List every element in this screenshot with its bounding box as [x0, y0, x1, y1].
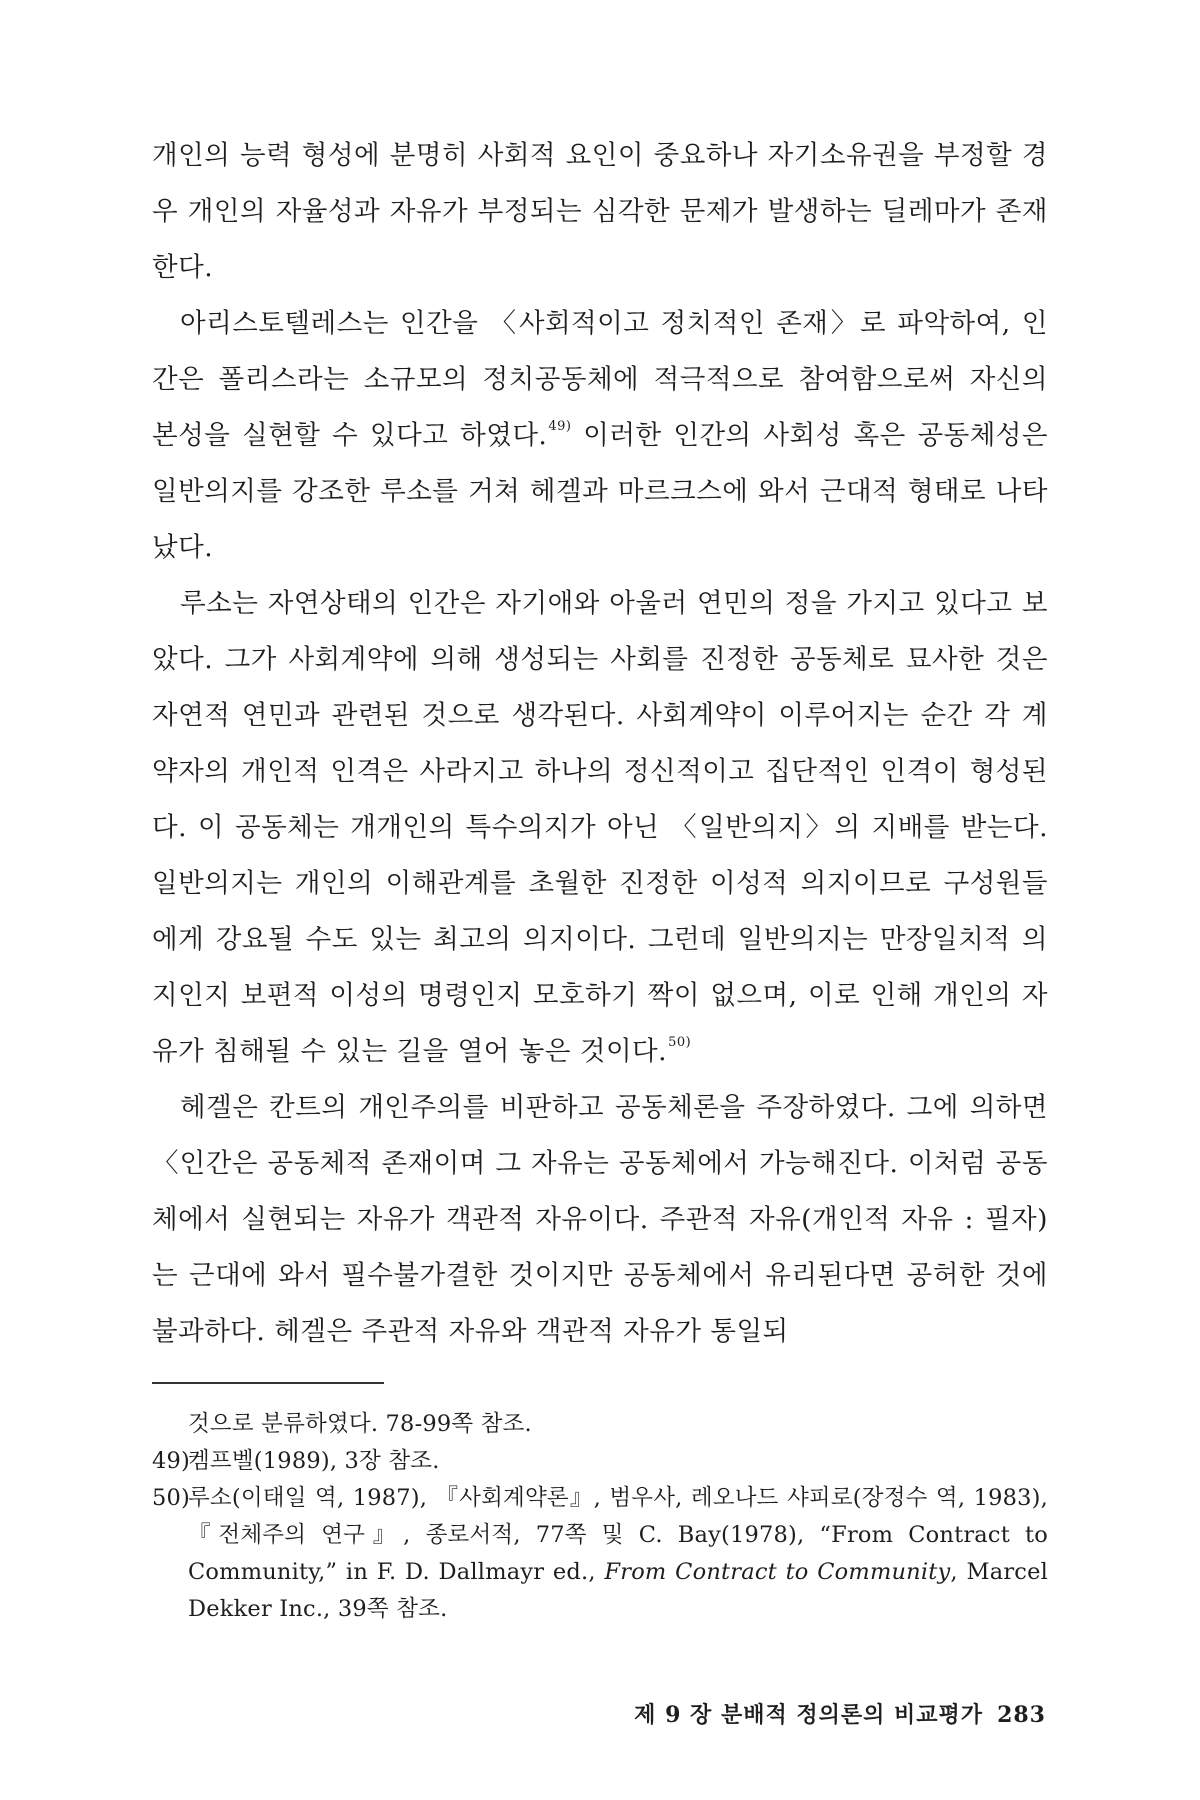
paragraph-1-text: 개인의 능력 형성에 분명히 사회적 요인이 중요하나 자기소유권을 부정할 경우 개인의 자율성과 자유가 부정되는 심각한 문제가 발생하는 딜레마가 존재한다. [152, 140, 1048, 283]
running-footer-chapter: 제 9 장 분배적 정의론의 비교평가 [634, 1702, 984, 1728]
footnote-continuation: 것으로 분류하였다. 78-99쪽 참조. [188, 1411, 532, 1437]
footnote-ref-50[interactable]: 50) [668, 1035, 692, 1050]
paragraph-4-text: 헤겔은 칸트의 개인주의를 비판하고 공동체론을 주장하였다. 그에 의하면 〈인간은 공동체적 존재이며 그 자유는 공동체에서 가능해진다. 이처럼 공동체에서 실현되는 자유가 객관적 자유이다. 주관적 자유(개인적 자유 : 필자)는 근대에 와서 필수불가결한 것이지만 공동체에서 유리된다면 공허한 것에 불과하다. 헤겔은 주관적 자유와 객관적 자유가 통일되 [152, 1092, 1048, 1347]
footnote-50-number: 50) [152, 1485, 191, 1511]
page-body [152, 128, 1048, 1628]
footnote-50-text-part1: 루소(이태일 역, 1987), 『사회계약론』, 범우사, 레오나드 샤피로(장정수 역, 1983), 『전체주의 연구』, 종로서적, 77쪽 및 C. Bay(1978), “From Contract to Community,” in F. D. Dallmayr ed., [188, 1485, 1048, 1585]
paragraph-4 [152, 1080, 1048, 1360]
paragraph-2 [152, 296, 1048, 576]
page-footer [634, 1698, 1046, 1729]
footnote-49-text: 켐프벨(1989), 3장 참조. [188, 1448, 440, 1474]
paragraph-1 [152, 128, 1048, 296]
footnote-49-number: 49) [152, 1448, 191, 1474]
footnote-50-book-title: From Contract to Community [604, 1559, 951, 1585]
footnote-50 [152, 1480, 1048, 1628]
footnote-49 [152, 1443, 1048, 1480]
paragraph-3-text: 루소는 자연상태의 인간은 자기애와 아울러 연민의 정을 가지고 있다고 보았다. 그가 사회계약에 의해 생성되는 사회를 진정한 공동체로 묘사한 것은 자연적 연민과 관련된 것으로 생각된다. 사회계약이 이루어지는 순간 각 계약자의 개인적 인격은 사라지고 하나의 정신적이고 집단적인 인격이 형성된다. 이 공동체는 개개인의 특수의지가 아닌 〈일반의지〉의 지배를 받는다. 일반의지는 개인의 이해관계를 초월한 진정한 이성적 의지이므로 구성원들에게 강요될 수도 있는 최고의 의지이다. 그런데 일반의지는 만장일치적 의지인지 보편적 이성의 명령인지 모호하기 짝이 없으며, 이로 인해 개인의 자유가 침해될 수 있는 길을 열어 놓은 것이다. [152, 588, 1048, 1067]
footnote-divider [152, 1382, 384, 1384]
paragraph-2-text-cont: 이러한 인간의 사회성 혹은 공동체성은 일반의지를 강조한 루소를 거쳐 헤겔과 마르크스에 와서 근대적 형태로 나타났다. [152, 420, 1049, 563]
page-number: 283 [997, 1702, 1046, 1728]
paragraph-3 [152, 576, 1048, 1080]
footnotes [152, 1406, 1048, 1628]
footnote-50-text [188, 1480, 1048, 1628]
paragraph-2-text: 아리스토텔레스는 인간을 〈사회적이고 정치적인 존재〉로 파악하여, 인간은 폴리스라는 소규모의 정치공동체에 적극적으로 참여함으로써 자신의 본성을 실현할 수 있다고 하였다. [152, 308, 1048, 451]
footnote-ref-49[interactable]: 49) [548, 419, 572, 434]
footnote-50-text-part2: , Marcel Dekker Inc., 39쪽 참조. [188, 1559, 1048, 1622]
